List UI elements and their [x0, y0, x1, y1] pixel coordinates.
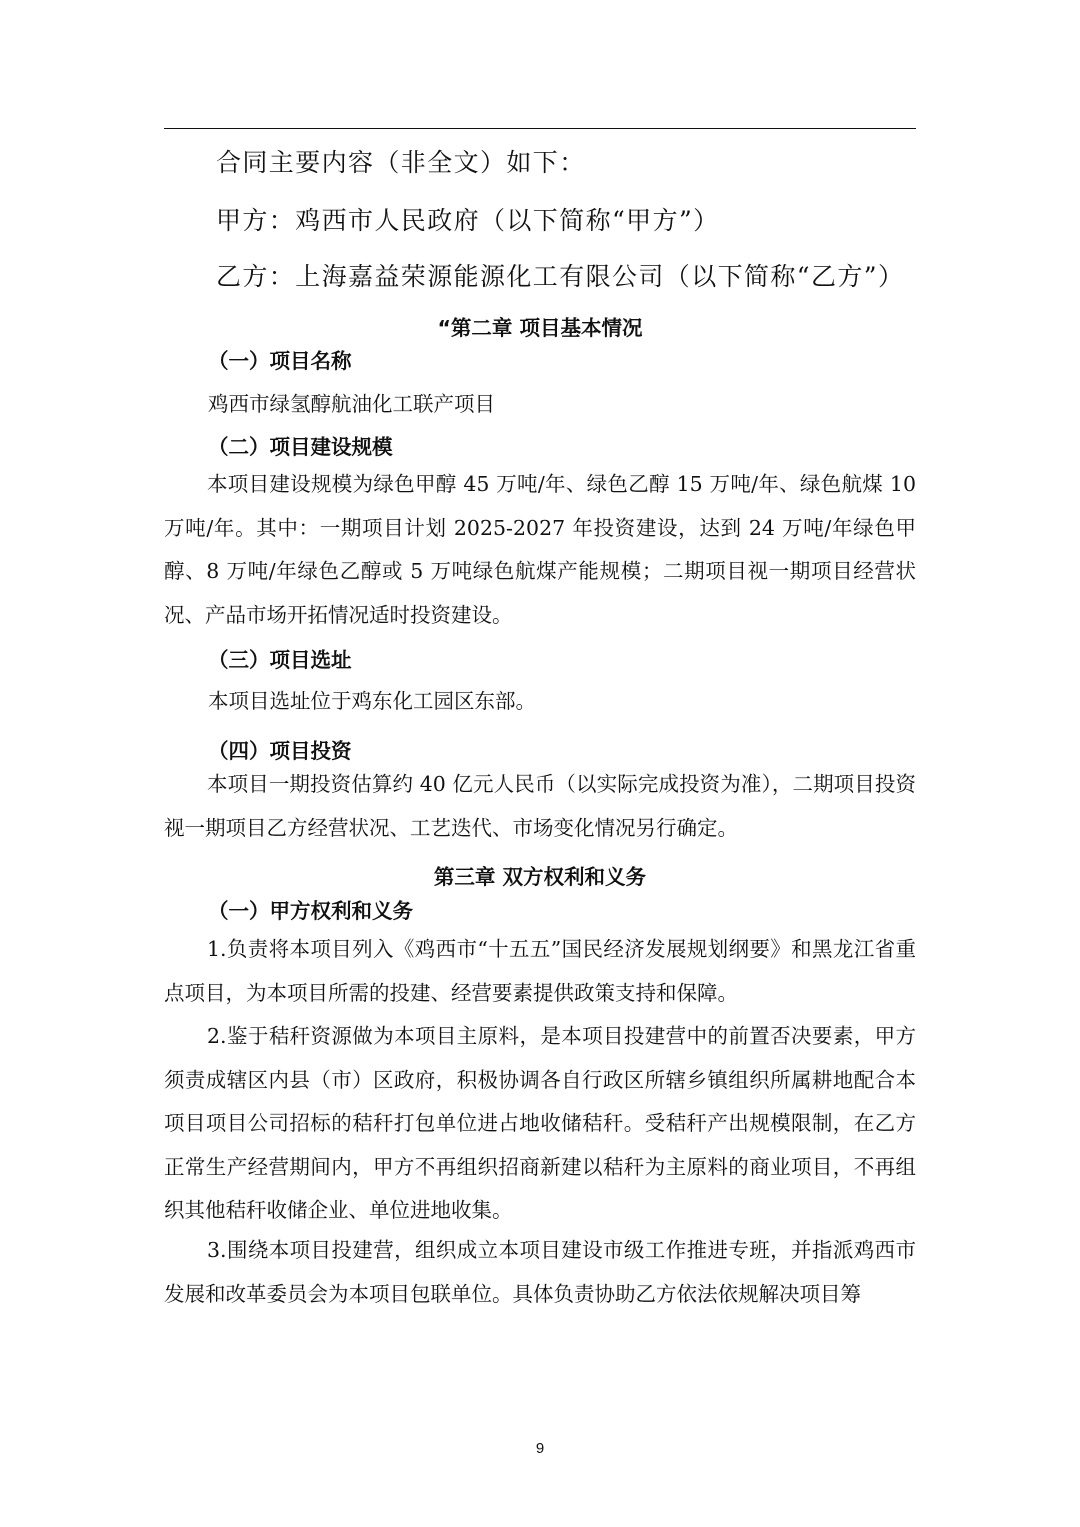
- section-heading-project-name: （一）项目名称: [208, 349, 352, 373]
- project-site-text: 本项目选址位于鸡东化工园区东部。: [208, 689, 536, 713]
- page-number: 9: [535, 1440, 545, 1457]
- party-b-line: 乙方：上海嘉益荣源能源化工有限公司（以下简称“乙方”）: [216, 262, 905, 291]
- chapter-3-title: 第三章 双方权利和义务: [433, 865, 647, 889]
- section-heading-project-investment: （四）项目投资: [208, 739, 352, 763]
- project-investment-paragraph: 本项目一期投资估算约 40 亿元人民币（以实际完成投资为准），二期项目投资视一期项目乙方经营状况、工艺迭代、市场变化情况另行确定。: [164, 772, 916, 840]
- header-rule: [164, 128, 916, 129]
- obligation-item-1: 1.负责将本项目列入《鸡西市“十五五”国民经济发展规划纲要》和黑龙江省重点项目，为本项目所需的投建、经营要素提供政策支持和保障。: [164, 937, 916, 1005]
- project-name-text: 鸡西市绿氢醇航油化工联产项目: [208, 392, 495, 416]
- contract-summary-line: 合同主要内容（非全文）如下：: [216, 148, 586, 177]
- obligation-item-3: 3.围绕本项目投建营，组织成立本项目建设市级工作推进专班，并指派鸡西市发展和改革委员会为本项目包联单位。具体负责协助乙方依法依规解决项目筹: [164, 1238, 916, 1306]
- party-a-line: 甲方：鸡西市人民政府（以下简称“甲方”）: [216, 206, 720, 235]
- section-heading-project-site: （三）项目选址: [208, 648, 352, 672]
- project-scale-paragraph: 本项目建设规模为绿色甲醇 45 万吨/年、绿色乙醇 15 万吨/年、绿色航煤 10 万吨/年。其中：一期项目计划 2025-2027 年投资建设，达到 24 万吨/年绿色甲醇、8 万吨/年绿色乙醇或 5 万吨绿色航煤产能规模；二期项目视一期项目经营状况、产品市场开拓情况适时投资建设。: [164, 472, 916, 627]
- section-heading-project-scale: （二）项目建设规模: [208, 435, 393, 459]
- section-heading-party-a-rights: （一）甲方权利和义务: [208, 899, 413, 923]
- chapter-2-title: “第二章 项目基本情况: [437, 316, 643, 340]
- obligation-item-2: 2.鉴于秸秆资源做为本项目主原料，是本项目投建营中的前置否决要素，甲方须责成辖区内县（市）区政府，积极协调各自行政区所辖乡镇组织所属耕地配合本项目项目公司招标的秸秆打包单位进占地收储秸秆。受秸秆产出规模限制，在乙方正常生产经营期间内，甲方不再组织招商新建以秸秆为主原料的商业项目，不再组织其他秸秆收储企业、单位进地收集。: [164, 1024, 916, 1222]
